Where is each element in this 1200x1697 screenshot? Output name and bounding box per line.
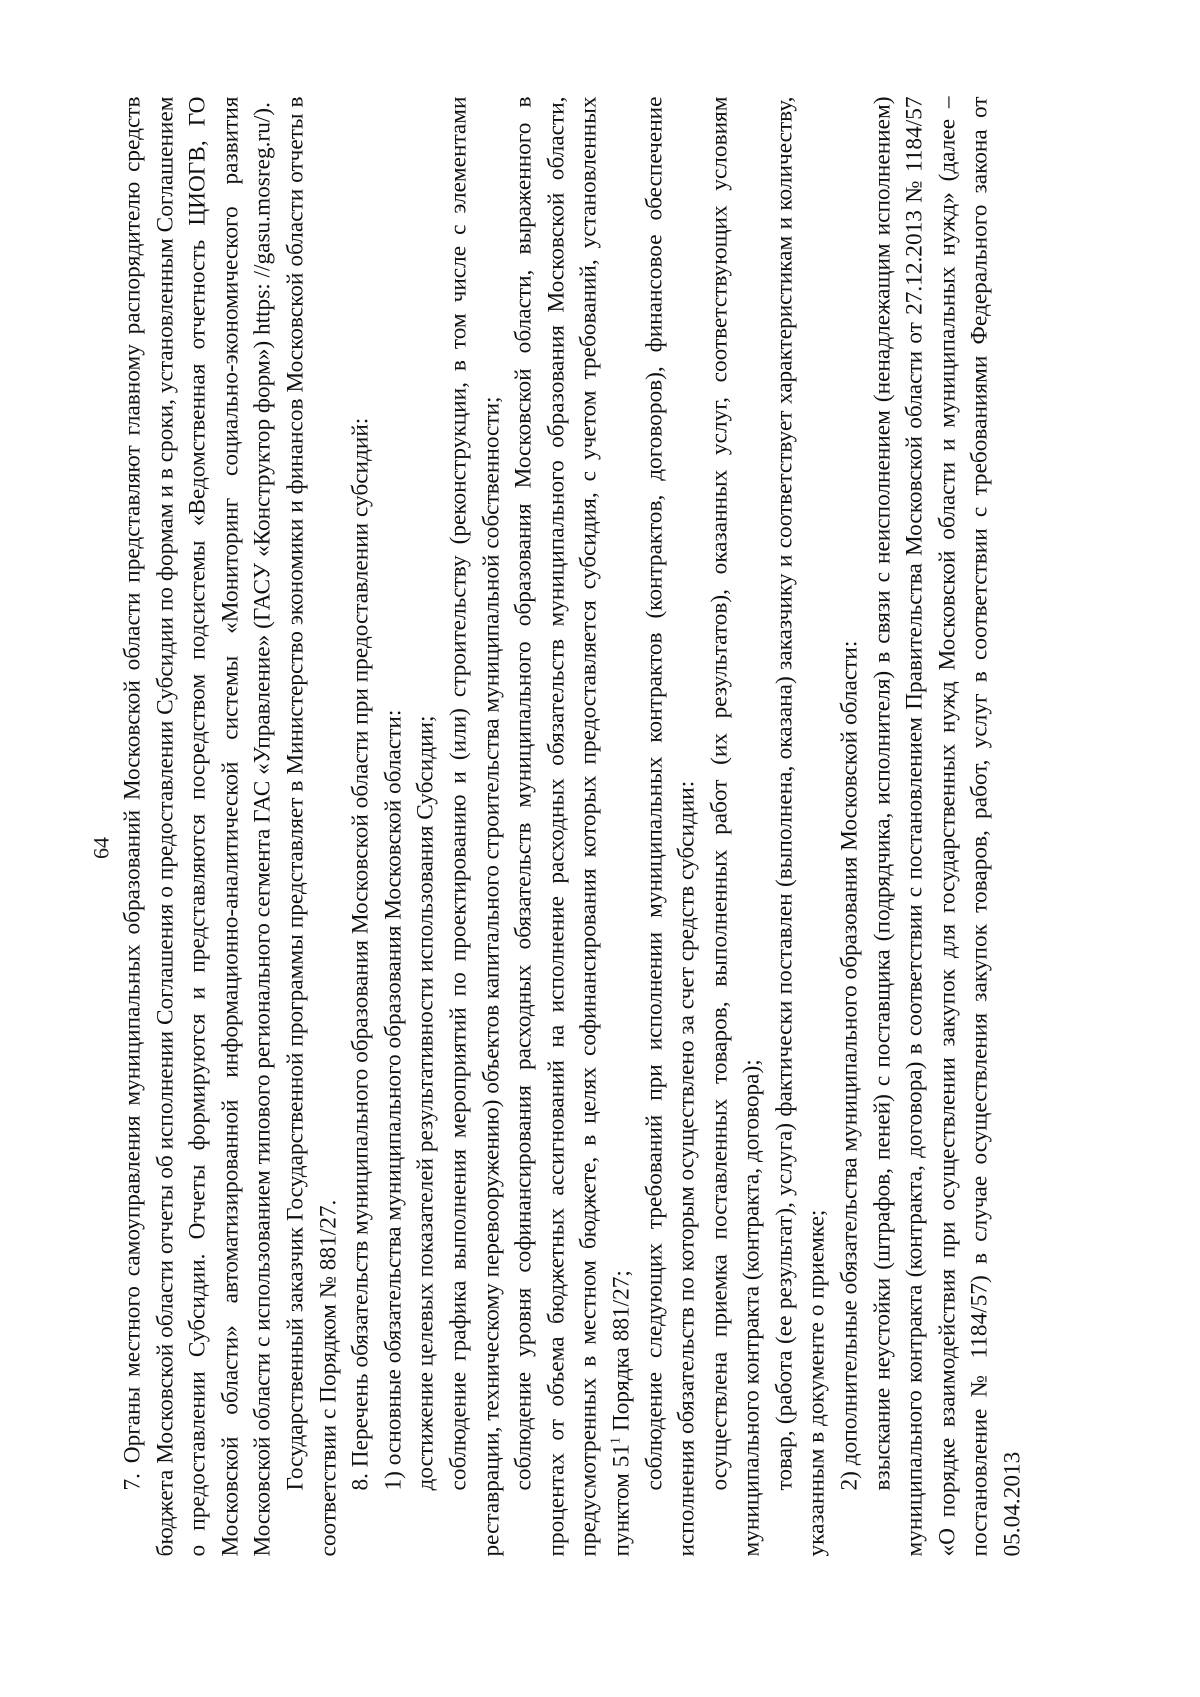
page-number: 64 — [88, 837, 114, 859]
paragraph-8-1-cofinancing-tail: Порядка 881/27; — [608, 1270, 635, 1437]
paragraph-8-2 — [834, 97, 867, 1557]
paragraph-8-2-penalties — [866, 97, 1029, 1557]
paragraph-8-1-targets — [410, 97, 443, 1557]
paragraph-8-text: 8. Перечень обязательств муниципального образования Московской области при предоставлении субсидий: — [347, 417, 374, 1491]
paragraph-8-1-requirements-text: соблюдение следующих требований при исполнении муниципальных контрактов (контрактов, договоров), финансовое обеспечение исполнения обязательств по которым осуществлено за счет средств субсидии: — [641, 96, 700, 1557]
paragraph-8-2-penalties-text: взыскание неустойки (штрафов, пеней) с поставщика (подрядчика, исполнителя) в связи с неисполнением (ненадлежащим исполнением) муниципального контракта (контракта, договора) в соответствии с постановлением Правительства Московской области от 27.12.2013 № 1184/57 «О порядке взаимодействия при осуществлении закупок для государственных нужд Московской области и муниципальных нужд» (далее – постановление № 1184/57) в случае осуществления закупок товаров, работ, услуг в соответствии с требованиями Федерального закона от 05.04.2013 — [869, 96, 1026, 1557]
paragraph-8-1-targets-text: достижение целевых показателей результативности использования Субсидии; — [412, 715, 439, 1491]
paragraph-8-1-text: 1) основные обязательства муниципального образования Московской области: — [380, 709, 407, 1491]
paragraph-8-1-acceptance-text: осуществлена приемка поставленных товаров, выполненных работ (их результатов), оказанных услуг, соответствующих условиям муниципального контракта (контракта, договора); — [706, 96, 765, 1557]
paragraph-8-1-cofinancing-text: соблюдение уровня софинансирования расходных обязательств муниципального образования Московской области, выраженного в процентах от объема бюджетных ассигнований на исполнение расходных обязательств муниципального образования Московской области, предусмотренных в местном бюджете, в целях софинансирования которых предоставляется субсидия, с учетом требований, установленных пунктом 51 — [510, 96, 635, 1557]
paragraph-8-1-schedule — [442, 97, 507, 1557]
paragraph-8-1-acceptance — [703, 97, 768, 1557]
paragraph-8-1-delivery-text: товар, (работа (ее результат), услуга) фактически поставлен (выполнена, оказана) заказчику и соответствует характеристикам и количеству, указанным в документе о приемке; — [771, 96, 830, 1557]
superscript-1: 1 — [608, 1436, 624, 1444]
paragraph-8-1 — [377, 97, 410, 1557]
document-body — [117, 97, 1030, 1557]
paragraph-state-customer-text: Государственный заказчик Государственной программы представляет в Министерство экономики и финансов Московской области отчеты в соответствии с Порядком № 881/27. — [282, 96, 342, 1557]
paragraph-8-1-requirements — [638, 97, 703, 1557]
paragraph-8-1-cofinancing — [508, 97, 638, 1557]
paragraph-state-customer — [279, 97, 344, 1557]
paragraph-8-2-text: 2) дополнительные обязательства муниципального образования Московской области: — [836, 640, 863, 1491]
paragraph-7 — [117, 97, 280, 1557]
rotated-page — [1, 0, 1200, 1697]
paragraph-8-1-schedule-text: соблюдение графика выполнения мероприятий по проектированию и (или) строительству (реконструкции, в том числе с элементами реставрации, техническому перевооружению) объектов капитального строительства муниципальной собственности; — [445, 96, 505, 1557]
paragraph-7-text: 7. Органы местного самоуправления муниципальных образований Московской области представляют главному распорядителю средств бюджета Московской области отчеты об исполнении Соглашения о предоставлении Субсидии по формам и в сроки, установленным Соглашением о предоставлении Субсидии. Отчеты формируются и представляются посредством подсистемы «Ведомственная отчетность ЦИОГВ, ГО Московской области» автоматизированной информационно-аналитической системы «Мониторинг социально-экономического развития Московской области с использованием типового регионального сегмента ГАС «Управление» (ГАСУ «Конструктор форм») https: //gasu.mosreg.ru/). — [119, 96, 276, 1557]
paragraph-8-1-delivery — [768, 97, 833, 1557]
paragraph-8 — [345, 97, 378, 1557]
